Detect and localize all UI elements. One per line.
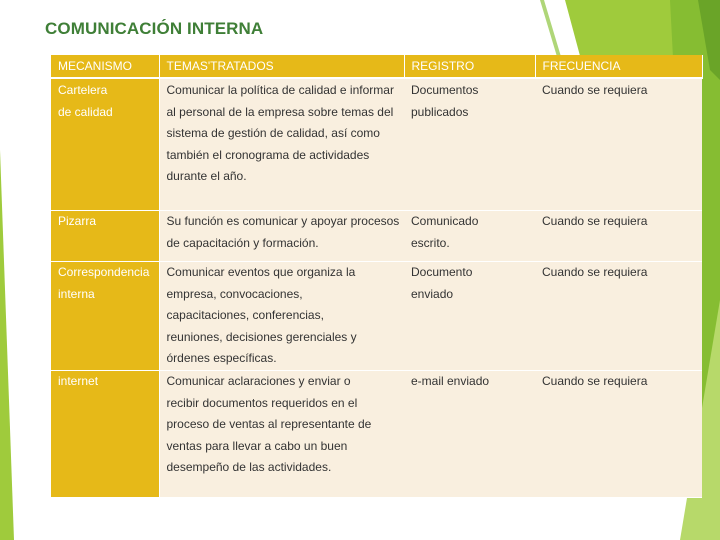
cell-temas: Comunicar aclaraciones y enviar o recibir documentos requeridos en el proceso de ventas al representante de ventas para llevar a cabo un buen desempeño de las actividades. — [159, 371, 404, 498]
cell-frecuencia: Cuando se requiera — [535, 78, 702, 211]
communication-table — [51, 55, 703, 498]
cell-registro: Comunicado escrito. — [404, 211, 535, 262]
cell-temas: Su función es comunicar y apoyar procesos de capacitación y formación. — [159, 211, 404, 262]
cell-mecanismo: Correspondencia interna — [51, 262, 159, 371]
cell-registro: e-mail enviado — [404, 371, 535, 498]
page-title: COMUNICACIÓN INTERNA — [45, 19, 264, 38]
header-mecanismo: MECANISMO — [51, 55, 159, 78]
table-row — [51, 78, 702, 211]
cell-frecuencia: Cuando se requiera — [535, 211, 702, 262]
cell-temas: Comunicar eventos que organiza la empresa, convocaciones, capacitaciones, conferencias, reuniones, decisiones gerenciales y órdenes específicas. — [159, 262, 404, 371]
left-decoration — [0, 0, 30, 540]
table-row — [51, 371, 702, 498]
left-green-shape — [0, 150, 14, 540]
cell-mecanismo: Cartelera de calidad — [51, 78, 159, 211]
table-header-row — [51, 55, 702, 78]
header-registro: REGISTRO — [404, 55, 535, 78]
table-row — [51, 211, 702, 262]
cell-registro: Documentos publicados — [404, 78, 535, 211]
cell-frecuencia: Cuando se requiera — [535, 371, 702, 498]
header-frecuencia: FRECUENCIA — [535, 55, 702, 78]
header-temas: TEMAS'TRATADOS — [159, 55, 404, 78]
cell-mecanismo: internet — [51, 371, 159, 498]
cell-mecanismo: Pizarra — [51, 211, 159, 262]
cell-registro: Documento enviado — [404, 262, 535, 371]
table-row — [51, 262, 702, 371]
cell-frecuencia: Cuando se requiera — [535, 262, 702, 371]
cell-temas: Comunicar la política de calidad e informar al personal de la empresa sobre temas del sistema de gestión de calidad, así como también el cronograma de actividades durante el año. — [159, 78, 404, 211]
